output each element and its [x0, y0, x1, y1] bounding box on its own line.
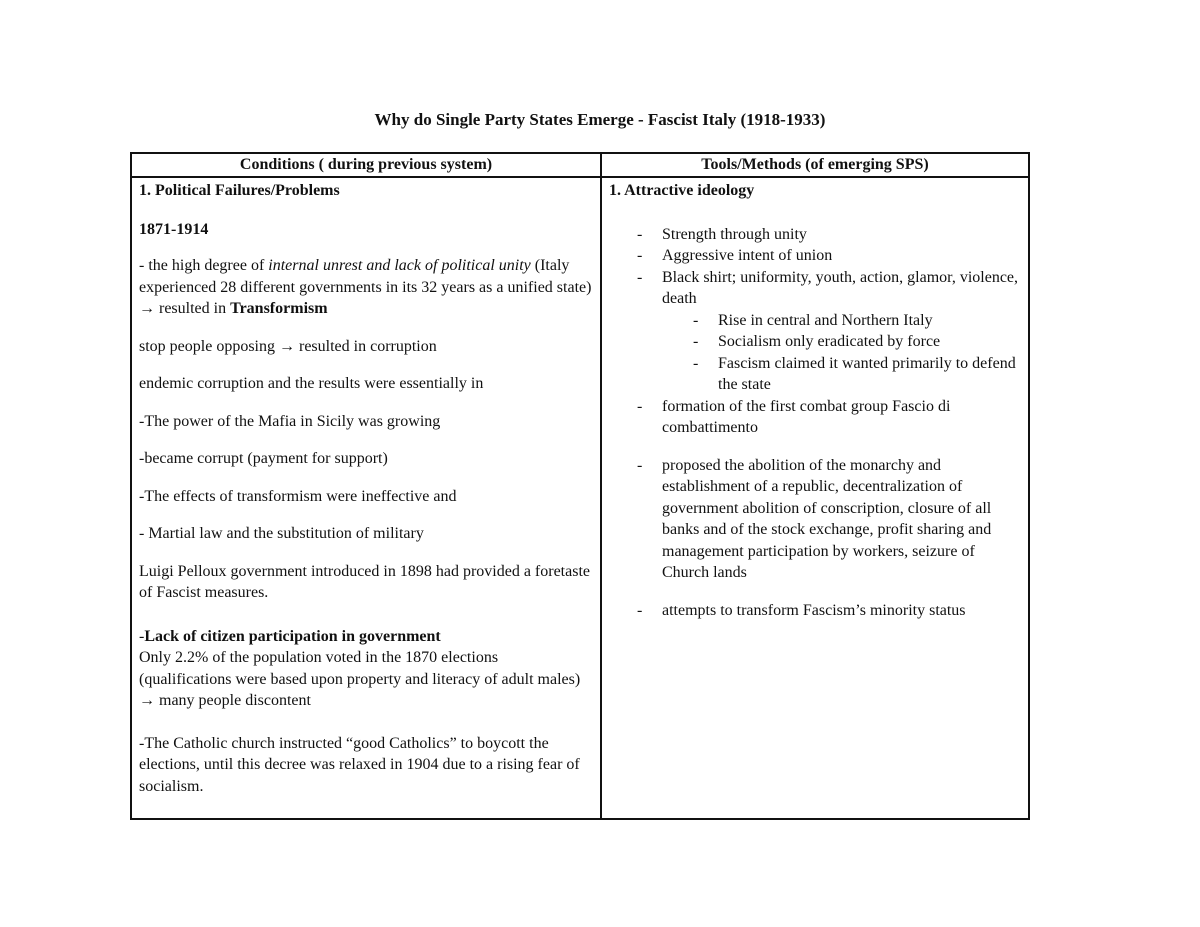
list-item: - proposed the abolition of the monarchy and establishment of a republic, decentralization of government abolition of conscription, closure of all banks and of the stock exchange, profit sharing and management participation by workers, seizure of Church lands — [609, 455, 1021, 584]
table-header-row — [131, 153, 1029, 177]
formation-list — [609, 396, 1021, 439]
conditions-cell — [131, 177, 601, 819]
proposals-list — [609, 455, 1021, 584]
list-item: - Black shirt; uniformity, youth, action, glamor, violence, death — [609, 267, 1021, 310]
participation-heading: Lack of citizen participation in government — [144, 627, 441, 645]
unrest-text-b: (Italy experienced 28 different governments in its 32 years as a unified state) → resulted in — [139, 257, 592, 317]
mafia-paragraph: -The power of the Mafia in Sicily was growing — [139, 412, 441, 430]
participation-text: Only 2.2% of the population voted in the 1870 elections (qualifications were based upon property and literacy of adult males) → many people discontent — [139, 649, 581, 709]
period-heading: 1871-1914 — [139, 220, 209, 238]
unrest-emphasis: internal unrest and lack of political unity — [268, 257, 531, 274]
attractive-ideology-heading: 1. Attractive ideology — [609, 182, 755, 199]
transformism-term: Transformism — [230, 300, 328, 317]
political-failures-heading: 1. Political Failures/Problems — [139, 182, 340, 199]
ideology-sublist — [609, 310, 1021, 396]
header-conditions: Conditions ( during previous system) — [131, 153, 601, 177]
participation-dash: - — [139, 627, 145, 645]
ideology-list — [609, 224, 1021, 310]
document-title: Why do Single Party States Emerge - Fascist Italy (1918-1933) — [374, 110, 826, 129]
list-item: - Strength through unity — [609, 224, 1021, 246]
corruption-paragraph: endemic corruption and the results were essentially in — [139, 375, 484, 392]
table-body-row — [131, 177, 1029, 819]
list-item: - attempts to transform Fascism’s minority status — [609, 600, 1021, 622]
corrupt-support-paragraph: -became corrupt (payment for support) — [139, 450, 388, 467]
sub-list-item: - Fascism claimed it wanted primarily to defend the state — [609, 353, 1021, 396]
participation-paragraph — [139, 626, 593, 712]
list-item: - Aggressive intent of union — [609, 245, 1021, 267]
catholic-church-paragraph: -The Catholic church instructed “good Catholics” to boycott the elections, until this decree was relaxed in 1904 due to a rising fear of socialism. — [139, 734, 580, 795]
tools-methods-cell — [601, 177, 1029, 819]
martial-law-paragraph: - Martial law and the substitution of military — [139, 525, 424, 542]
unrest-text-a: - the high degree of — [139, 257, 269, 274]
unrest-paragraph — [139, 255, 593, 320]
sub-list-item: - Socialism only eradicated by force — [609, 331, 1021, 353]
opposing-paragraph: stop people opposing → resulted in corruption — [139, 337, 437, 355]
sub-list-item: - Rise in central and Northern Italy — [609, 310, 1021, 332]
transformism-effects-paragraph: -The effects of transformism were ineffective and — [139, 487, 457, 505]
pelloux-paragraph: Luigi Pelloux government introduced in 1898 had provided a foretaste of Fascist measures. — [139, 562, 590, 601]
comparison-table — [130, 152, 1030, 820]
minority-list — [609, 600, 1021, 622]
header-tools-methods: Tools/Methods (of emerging SPS) — [601, 153, 1029, 177]
list-item: - formation of the first combat group Fascio di combattimento — [609, 396, 1021, 439]
